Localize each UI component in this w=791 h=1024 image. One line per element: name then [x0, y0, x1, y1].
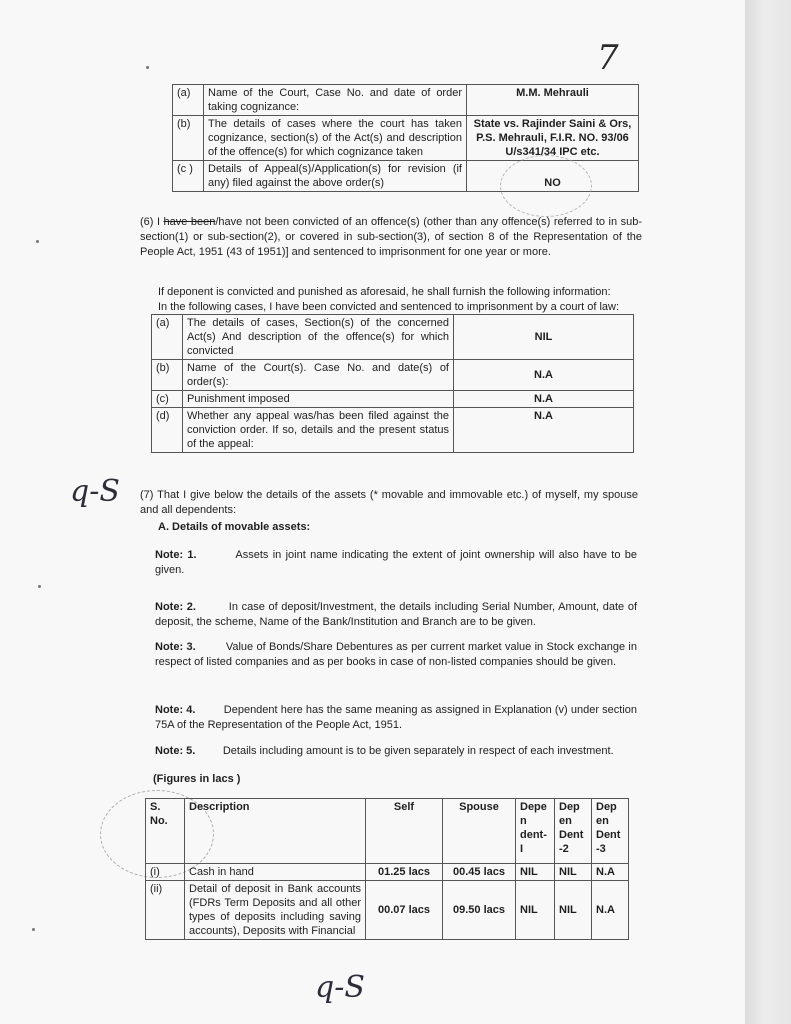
- table-row: [146, 864, 629, 881]
- cell-sno: (ii): [146, 881, 185, 940]
- movable-assets-table: [145, 798, 629, 940]
- cell-self: 00.07 lacs: [366, 881, 443, 940]
- section-6-line3: In the following cases, I have been convicted and sentenced to imprisonment by a court of law:: [158, 301, 620, 313]
- cell-dependent-2: NIL: [555, 881, 592, 940]
- note-text: Details including amount is to be given separately in respect of each investment.: [222, 745, 614, 757]
- table-row: [152, 315, 634, 360]
- row-label: (a): [152, 315, 183, 360]
- cell-dependent-1: NIL: [516, 881, 555, 940]
- row-value: NO: [467, 161, 639, 192]
- row-value: NIL: [454, 315, 634, 360]
- table-row: [152, 360, 634, 391]
- cell-self: 01.25 lacs: [366, 864, 443, 881]
- row-description: Punishment imposed: [183, 391, 454, 408]
- cell-description: Cash in hand: [185, 864, 366, 881]
- cell-dependent-1: NIL: [516, 864, 555, 881]
- section-6-prefix: (6) I: [140, 216, 164, 228]
- note-label: Note: 5.: [155, 745, 196, 757]
- section-7-paragraph: (7) That I give below the details of the assets (* movable and immovable etc.) of myself, my spouse and all dependents:: [140, 489, 638, 516]
- cell-dependent-2: NIL: [555, 864, 592, 881]
- header-sno: S. No.: [146, 799, 185, 864]
- figures-note: (Figures in lacs ): [153, 773, 241, 785]
- page-edge-shadow: [745, 0, 791, 1024]
- row-description: Name of the Court(s). Case No. and date(s) of order(s):: [183, 360, 454, 391]
- cell-description: Detail of deposit in Bank accounts (FDRs Term Deposits and all other types of deposits including saving accounts), Deposits with Financial: [185, 881, 366, 940]
- handwritten-initials: q-S: [70, 474, 120, 509]
- table-row: [173, 85, 639, 116]
- row-description: The details of cases, Section(s) of the concerned Act(s) And description of the offence(s) for which convicted: [183, 315, 454, 360]
- table-row: [146, 881, 629, 940]
- cell-spouse: 00.45 lacs: [443, 864, 516, 881]
- row-description: Details of Appeal(s)/Application(s) for revision (if any) filed against the above order(s): [204, 161, 467, 192]
- court-stamp: [500, 155, 592, 217]
- note-label: Note: 1.: [155, 549, 197, 561]
- row-value: N.A: [454, 391, 634, 408]
- note-label: Note: 2.: [155, 601, 196, 613]
- table-row: [173, 116, 639, 161]
- section-7-heading: A. Details of movable assets:: [158, 521, 311, 533]
- note-3: [155, 640, 637, 670]
- row-value: N.A: [454, 360, 634, 391]
- row-description: The details of cases where the court has taken cognizance, section(s) of the Act(s) and description of the offence(s) for which cognizance taken: [204, 116, 467, 161]
- scan-speck: [38, 585, 41, 588]
- note-2: [155, 600, 637, 630]
- scan-speck: [146, 66, 149, 69]
- note-text: Value of Bonds/Share Debentures as per current market value in Stock exchange in respect of listed companies and as per books in case of non-listed companies should be given.: [155, 641, 637, 668]
- row-label: (b): [152, 360, 183, 391]
- note-1: [155, 548, 637, 578]
- table-header-row: [146, 799, 629, 864]
- header-description: Description: [185, 799, 366, 864]
- section-6-paragraph: [140, 215, 642, 260]
- cell-dependent-3: N.A: [592, 864, 629, 881]
- header-dependent-1: Depe n dent- I: [516, 799, 555, 864]
- header-spouse: Spouse: [443, 799, 516, 864]
- row-label: (c): [152, 391, 183, 408]
- note-label: Note: 4.: [155, 704, 196, 716]
- struck-text: have been: [163, 216, 216, 228]
- row-description: Name of the Court, Case No. and date of order taking cognizance:: [204, 85, 467, 116]
- row-label: (a): [173, 85, 204, 116]
- scan-speck: [36, 240, 39, 243]
- header-self: Self: [366, 799, 443, 864]
- row-value: M.M. Mehrauli: [467, 85, 639, 116]
- table-row: [152, 391, 634, 408]
- note-text: In case of deposit/Investment, the details including Serial Number, Amount, date of deposit, the scheme, Name of the Bank/Institution and Branch are to be given.: [155, 601, 637, 628]
- row-label: (b): [173, 116, 204, 161]
- note-label: Note: 3.: [155, 641, 196, 653]
- table-row: [152, 408, 634, 453]
- cell-sno: (i): [146, 864, 185, 881]
- row-label: (d): [152, 408, 183, 453]
- handwritten-initials-bottom: q-S: [315, 970, 365, 1005]
- row-label: (c ): [173, 161, 204, 192]
- note-text: Dependent here has the same meaning as assigned in Explanation (v) under section 75A of the Representation of the People Act, 1951.: [155, 704, 637, 731]
- conviction-table: [151, 314, 634, 453]
- row-value: State vs. Rajinder Saini & Ors, P.S. Mehrauli, F.I.R. NO. 93/06 U/s341/34 IPC etc.: [467, 116, 639, 161]
- note-5: [155, 744, 637, 759]
- note-text: Assets in joint name indicating the extent of joint ownership will also have to be given.: [155, 549, 637, 576]
- page-number: 7: [597, 38, 619, 78]
- section-6-text: /have not been convicted of an offence(s) (other than any offence(s) referred to in sub-section(1) or sub-section(2), or covered in sub-section(3), of section 8 of the Representation of the People Act, 1951 (43 of 1951)] and sentenced to imprisonment for one year or more.: [140, 216, 642, 258]
- header-dependent-2: Dep en Dent -2: [555, 799, 592, 864]
- cell-dependent-3: N.A: [592, 881, 629, 940]
- cell-spouse: 09.50 lacs: [443, 881, 516, 940]
- section-6-line2: If deponent is convicted and punished as aforesaid, he shall furnish the following information:: [158, 286, 611, 298]
- note-4: [155, 703, 637, 733]
- row-description: Whether any appeal was/has been filed against the conviction order. If so, details and the present status of the appeal:: [183, 408, 454, 453]
- scan-speck: [32, 928, 35, 931]
- header-dependent-3: Dep en Dent -3: [592, 799, 629, 864]
- row-value: N.A: [454, 408, 634, 453]
